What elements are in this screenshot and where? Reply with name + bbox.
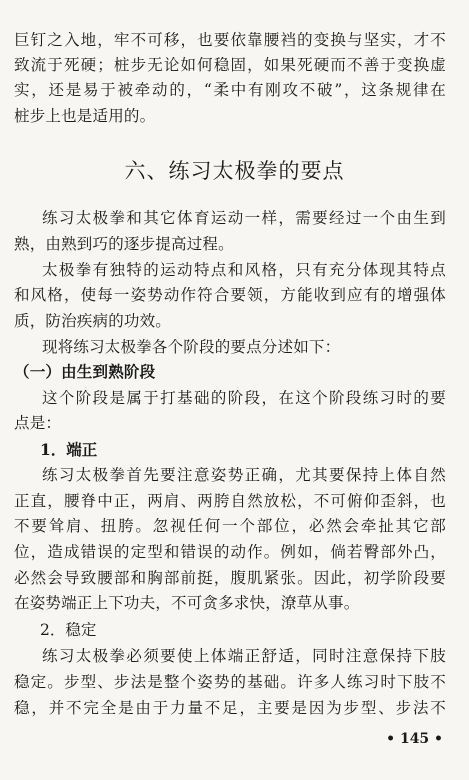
text-line: 熟，由熟到巧的逐步提高过程。 bbox=[14, 235, 234, 253]
text-line: 太极拳有独特的运动特点和风格，只有充分体现其特点 bbox=[42, 261, 446, 279]
text-line: 实，还是易于被牵动的，“柔中有刚攻不破”，这条规律在 bbox=[14, 81, 446, 99]
text-line: 稳，并不完全是由于力量不足，主要是因为步型、步法不 bbox=[14, 699, 446, 717]
text-line: 桩步上也是适用的。 bbox=[14, 107, 156, 125]
text-line: 练习太极拳首先要注意姿势正确，尤其要保持上体自然 bbox=[42, 466, 446, 484]
text-line: 稳定。步型、步法是整个姿势的基础。许多人练习时下肢不 bbox=[14, 673, 446, 691]
section-title: 六、练习太极拳的要点 bbox=[124, 159, 345, 183]
text-line: 必然会导致腰部和胸部前挺，腹肌紧张。因此，初学阶段要 bbox=[14, 569, 446, 587]
text-line: 位，造成错误的定型和错误的动作。例如，倘若臀部外凸， bbox=[14, 543, 446, 561]
text-line: 练习太极拳必须要使上体端正舒适，同时注意保持下肢 bbox=[42, 647, 446, 665]
stage-heading: （一）由生到熟阶段 bbox=[14, 362, 156, 381]
page-number: • 145 • bbox=[386, 731, 443, 747]
text-line: 在姿势端正上下功夫，不可贪多求快，潦草从事。 bbox=[14, 594, 360, 612]
text-line: 巨钉之入地，牢不可移，也要依靠腰裆的变换与坚实，才不 bbox=[14, 31, 446, 49]
point-heading: 2．稳定 bbox=[40, 621, 97, 639]
text-line: 点是： bbox=[14, 414, 62, 432]
text-line: 和风格，使每一姿势动作符合要领，方能收到应有的增强体 bbox=[14, 286, 446, 304]
text-line: 不要耸肩、扭胯。忽视任何一个部位，必然会牵扯其它部 bbox=[14, 517, 446, 535]
point-heading: 1．端正 bbox=[40, 440, 98, 459]
text-line: 现将练习太极拳各个阶段的要点分述如下： bbox=[42, 338, 341, 356]
text-line: 正直，腰脊中正，两肩、两胯自然放松，不可俯仰歪斜，也 bbox=[14, 492, 446, 510]
text-line: 质，防治疾病的功效。 bbox=[14, 312, 172, 330]
text-line: 练习太极拳和其它体育运动一样，需要经过一个由生到 bbox=[42, 209, 446, 227]
text-line: 致流于死硬；桩步无论如何稳固，如果死硬而不善于变换虚 bbox=[14, 56, 446, 74]
text-line: 这个阶段是属于打基础的阶段，在这个阶段练习时的要 bbox=[42, 389, 446, 407]
